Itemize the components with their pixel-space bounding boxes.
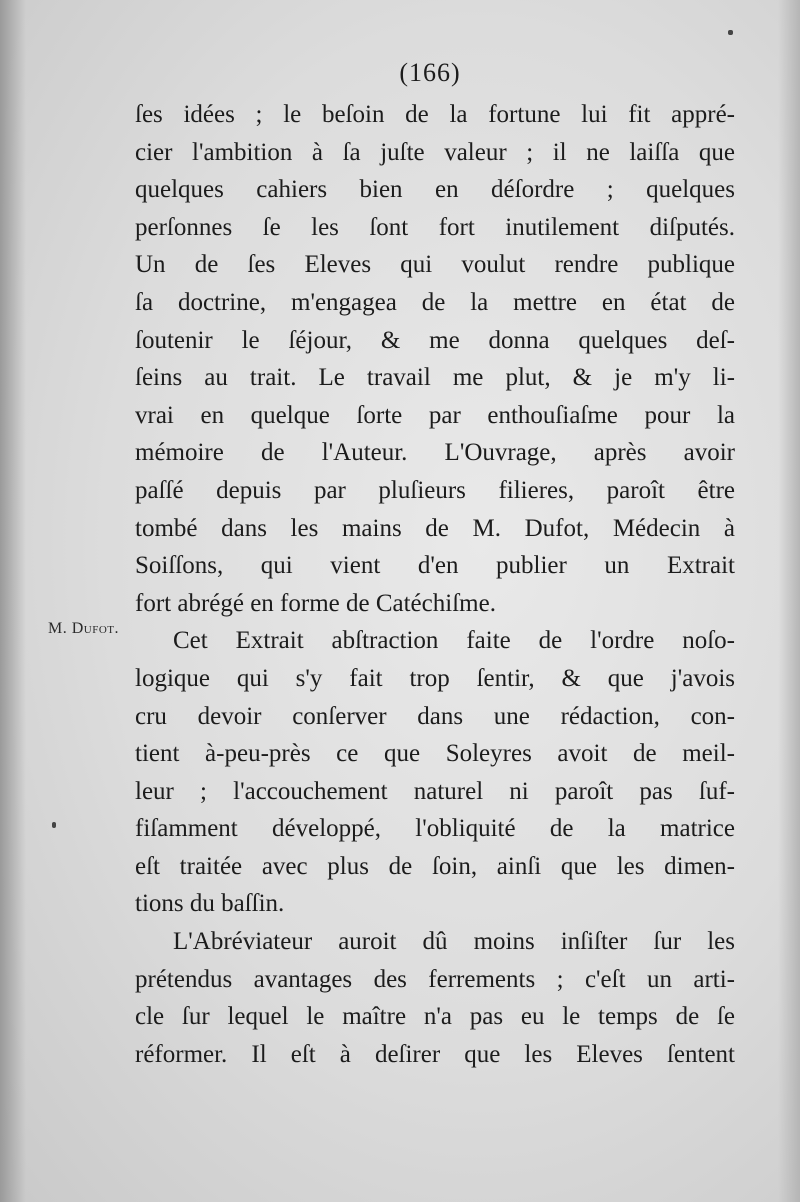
text-line: réformer. Il eſt à deſirer que les Eleves ſentent: [135, 1040, 735, 1068]
margin-note: M. Dufot.: [48, 620, 120, 637]
text-line: tions du baſſin.: [135, 890, 285, 918]
text-line: mémoire de l'Auteur. L'Ouvrage, après avoir: [135, 439, 735, 467]
text-line: cle ſur lequel le maître n'a pas eu le temps de ſe: [135, 1003, 735, 1031]
body-text: [135, 96, 735, 1073]
ink-speck: [52, 822, 56, 828]
spine-shadow: [0, 0, 26, 1202]
text-line: cru devoir conſerver dans une rédaction, con-: [135, 702, 735, 730]
text-line: fort abrégé en forme de Catéchiſme.: [135, 589, 496, 617]
text-line: cier l'ambition à ſa juſte valeur ; il ne laiſſa que: [135, 138, 735, 166]
text-line: ſoutenir le ſéjour, & me donna quelques deſ-: [135, 326, 735, 354]
text-line: eſt traitée avec plus de ſoin, ainſi que les dimen-: [135, 852, 735, 880]
text-line: ſes idées ; le beſoin de la fortune lui fit appré-: [135, 101, 735, 128]
text-line: prétendus avantages des ferrements ; c'eſt un arti-: [135, 965, 735, 993]
ink-speck: [728, 30, 733, 35]
text-line: leur ; l'accouchement naturel ni paroît pas ſuf-: [135, 777, 735, 805]
text-line: tombé dans les mains de M. Dufot, Médecin à: [135, 514, 735, 542]
text-line: quelques cahiers bien en déſordre ; quelques: [135, 176, 735, 204]
edge-shadow: [778, 0, 800, 1202]
text-line: ſa doctrine, m'engagea de la mettre en état de: [135, 288, 735, 316]
text-line: vrai en quelque ſorte par enthouſiaſme pour la: [135, 401, 735, 429]
text-line: perſonnes ſe les ſont fort inutilement diſputés.: [135, 213, 735, 241]
text-line: ſeins au trait. Le travail me plut, & je m'y li-: [135, 364, 735, 392]
page-number: (166): [399, 58, 461, 87]
text-line: tient à-peu-près ce que Soleyres avoit de meil-: [135, 740, 735, 768]
text-line: Cet Extrait abſtraction faite de l'ordre noſo-: [173, 627, 735, 655]
text-line: logique qui s'y fait trop ſentir, & que j'avois: [135, 664, 735, 692]
text-line: paſſé depuis par pluſieurs filieres, paroît être: [135, 476, 735, 504]
text-line: Soiſſons, qui vient d'en publier un Extrait: [135, 552, 735, 580]
text-line: fiſamment développé, l'obliquité de la matrice: [135, 815, 735, 843]
text-line: Un de ſes Eleves qui voulut rendre publique: [135, 251, 735, 279]
text-line: L'Abréviateur auroit dû moins inſiſter ſur les: [173, 928, 735, 956]
